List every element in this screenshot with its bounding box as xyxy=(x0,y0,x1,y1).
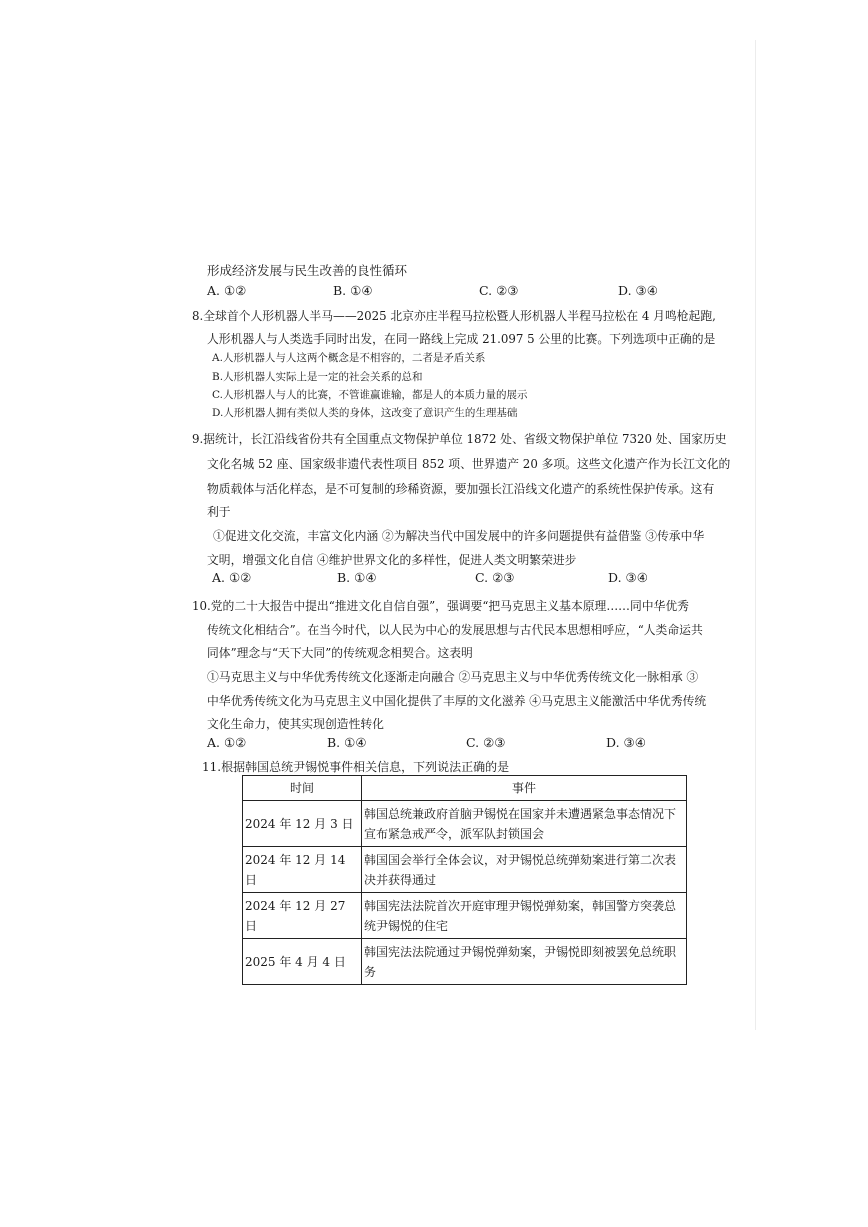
q9-option-b: B. ①④ xyxy=(337,570,377,585)
q7-option-c: C. ②③ xyxy=(479,283,519,298)
table-cell-event: 韩国国会举行全体会议，对尹锡悦总统弹劾案进行第二次表决并获得通过 xyxy=(362,847,687,893)
q7-tail-text: 形成经济发展与民生改善的良性循环 xyxy=(207,263,408,278)
q10-option-a: A. ①② xyxy=(207,735,247,750)
q7-option-a: A. ①② xyxy=(207,283,247,298)
table-header-event: 事件 xyxy=(362,776,687,801)
q11-stem: 11.根据韩国总统尹锡悦事件相关信息，下列说法正确的是 xyxy=(202,760,510,774)
q11-event-table xyxy=(242,775,687,985)
table-cell-date: 2025 年 4 月 4 日 xyxy=(243,939,362,985)
page-edge-line xyxy=(755,40,756,1030)
q10-stem-line2: 传统文化相结合”。在当今时代，以人民为中心的发展思想与古代民本思想相呼应，“人类命运共 xyxy=(207,623,703,637)
table-cell-date: 2024 年 12 月 14 日 xyxy=(243,847,362,893)
q10-stem-line3: 同体”理念与“天下大同”的传统观念相契合。这表明 xyxy=(207,646,473,660)
q9-statements-line1: ①促进文化交流，丰富文化内涵 ②为解决当代中国发展中的许多问题提供有益借鉴 ③传承中华 xyxy=(213,529,705,543)
q10-statements-line2: 中华优秀传统文化为马克思主义中国化提供了丰厚的文化滋养 ④马克思主义能激活中华优秀传统 xyxy=(207,694,707,708)
table-cell-event: 韩国总统兼政府首脑尹锡悦在国家并未遭遇紧急事态情况下宣布紧急戒严令，派军队封锁国会 xyxy=(362,801,687,847)
table-cell-date: 2024 年 12 月 3 日 xyxy=(243,801,362,847)
q10-option-b: B. ①④ xyxy=(327,735,367,750)
table-cell-date: 2024 年 12 月 27 日 xyxy=(243,893,362,939)
table-header-row xyxy=(243,776,687,801)
q10-option-c: C. ②③ xyxy=(466,735,506,750)
q10-stem-line1: 10.党的二十大报告中提出“推进文化自信自强”，强调要“把马克思主义基本原理……同中华优秀 xyxy=(192,599,689,613)
q10-statements-line3: 文化生命力，使其实现创造性转化 xyxy=(207,717,384,731)
q10-statements-line1: ①马克思主义与中华优秀传统文化逐渐走向融合 ②马克思主义与中华优秀传统文化一脉相承 ③ xyxy=(207,670,699,684)
q9-stem-line1: 9.据统计，长江沿线省份共有全国重点文物保护单位 1872 处、省级文物保护单位 7320 处、国家历史 xyxy=(192,432,727,446)
q8-option-c: C.人形机器人与人的比赛，不管谁赢谁输，都是人的本质力量的展示 xyxy=(212,389,528,401)
table-cell-event: 韩国宪法法院首次开庭审理尹锡悦弹劾案，韩国警方突袭总统尹锡悦的住宅 xyxy=(362,893,687,939)
q8-option-b: B.人形机器人实际上是一定的社会关系的总和 xyxy=(212,371,423,383)
q9-statements-line2: 文明，增强文化自信 ④维护世界文化的多样性，促进人类文明繁荣进步 xyxy=(207,553,577,567)
q7-option-d: D. ③④ xyxy=(618,283,658,298)
q8-stem-line1: 8.全球首个人形机器人半马——2025 北京亦庄半程马拉松暨人形机器人半程马拉松在 4 月鸣枪起跑, xyxy=(192,309,716,323)
table-row xyxy=(243,893,687,939)
table-cell-event: 韩国宪法法院通过尹锡悦弹劾案，尹锡悦即刻被罢免总统职务 xyxy=(362,939,687,985)
table-row xyxy=(243,939,687,985)
table-header-time: 时间 xyxy=(243,776,362,801)
q9-stem-line3: 物质载体与活化样态，是不可复制的珍稀资源，要加强长江沿线文化遗产的系统性保护传承。这有 xyxy=(207,482,715,496)
q9-option-d: D. ③④ xyxy=(608,570,648,585)
q8-option-a: A.人形机器人与人这两个概念是不相容的，二者是矛盾关系 xyxy=(212,352,486,364)
q8-option-d: D.人形机器人拥有类似人类的身体，这改变了意识产生的生理基础 xyxy=(212,407,518,419)
q9-stem-line4: 利于 xyxy=(207,505,231,519)
q7-option-b: B. ①④ xyxy=(333,283,373,298)
table-row xyxy=(243,801,687,847)
q9-option-c: C. ②③ xyxy=(475,570,515,585)
q8-stem-line2: 人形机器人与人类选手同时出发，在同一路线上完成 21.097 5 公里的比赛。下列选项中正确的是 xyxy=(207,332,716,346)
table-row xyxy=(243,847,687,893)
q9-stem-line2: 文化名城 52 座、国家级非遗代表性项目 852 项、世界遗产 20 多项。这些文化遗产作为长江文化的 xyxy=(207,457,731,471)
q10-option-d: D. ③④ xyxy=(606,735,646,750)
q9-option-a: A. ①② xyxy=(212,570,252,585)
